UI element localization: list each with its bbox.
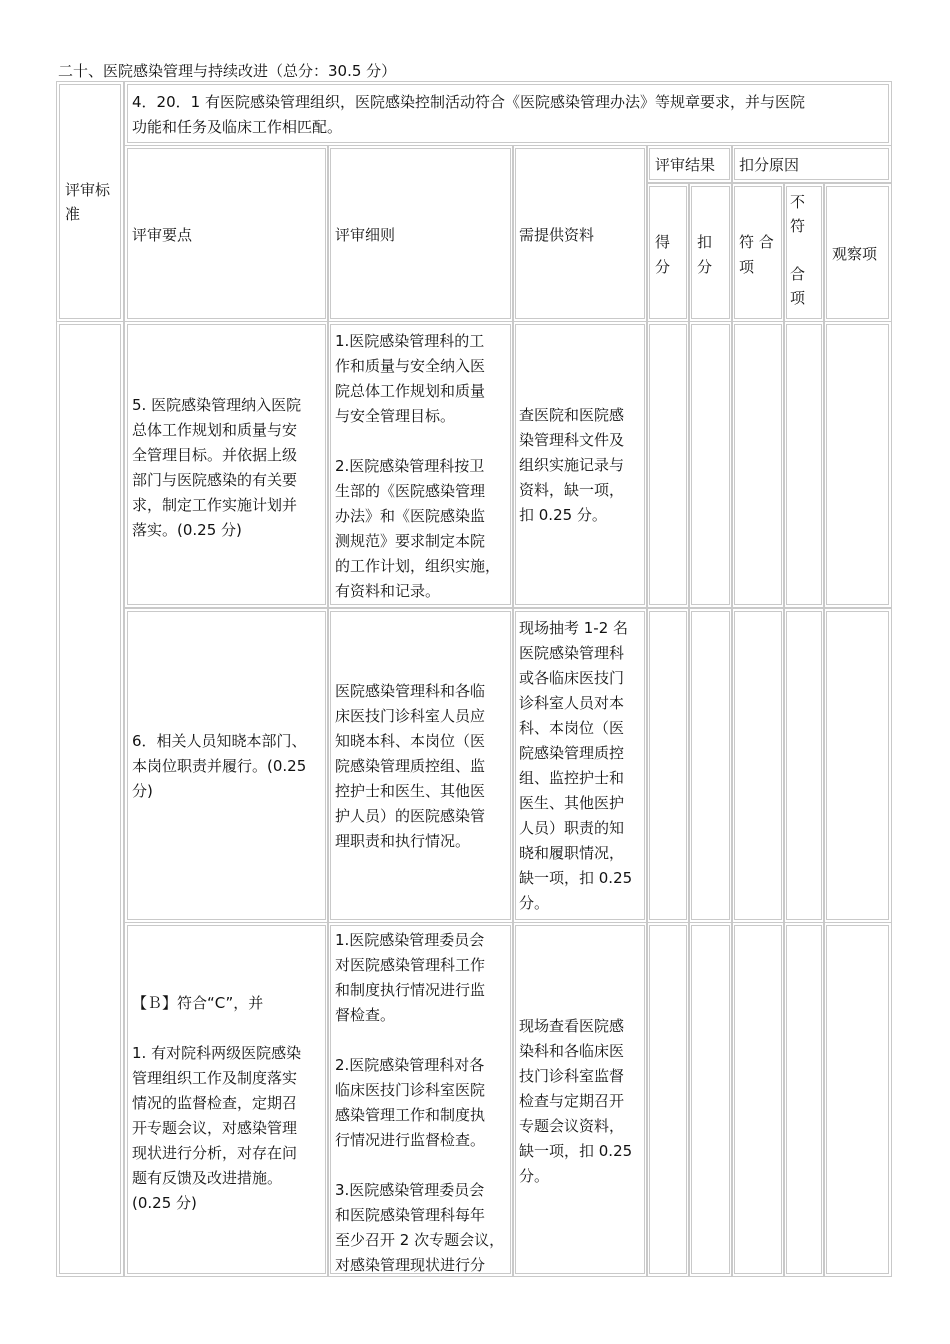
row-2-materials: 现场抽考 1-2 名 医院感染管理科 或各临床医技门 诊科室人员对本 科、本岗位（医 院感染管理质控 组、监控护士和 医生、其他医护 人员）职责的知 晓和履职情况， 缺一项，扣 0.25 分。 (519, 619, 633, 912)
row-1-noncompliant-cell[interactable] (786, 324, 822, 605)
row-1-key-point: 5. 医院感染管理纳入医院 总体工作规划和质量与安 全管理目标。并依据上级 部门与医院感染的有关要 求，制定工作实施计划并 落实。(0.25 分) (132, 396, 302, 539)
header-noncompliant: 不 符 合 项 (790, 193, 806, 307)
row-1-deduct-cell[interactable] (691, 324, 730, 605)
row-3-observe-cell[interactable] (826, 925, 889, 1274)
row-1-materials: 查医院和医院感 染管理科文件及 组织实施记录与 资料，缺一项， 扣 0.25 分。 (519, 406, 625, 524)
row-3-deduct-cell[interactable] (691, 925, 730, 1274)
header-result: 评审结果 (655, 156, 716, 174)
header-materials: 需提供资料 (519, 226, 595, 244)
row-3-materials: 现场查看医院感 染科和各临床医 技门诊科室监督 检查与定期召开 专题会议资料， 缺一项，扣 0.25 分。 (519, 1017, 633, 1185)
row-2-key-point: 6．相关人员知晓本部门、 本岗位职责并履行。(0.25 分) (132, 732, 307, 800)
header-score: 得 分 (655, 233, 671, 276)
header-deduct: 扣 分 (697, 233, 713, 276)
row-3-key-point: 【Ｂ】符合“C”，并 1. 有对院科两级医院感染 管理组织工作及制度落实 情况的监督检查，定期召 开专题会议，对感染管理 现状进行分析，对存在问 题有反馈及改进措施。 (0.25 分) (132, 994, 302, 1212)
section-title: 二十、医院感染管理与持续改进（总分：30.5 分） (58, 62, 397, 80)
header-observe: 观察项 (832, 245, 878, 263)
row-1-observe-cell[interactable] (826, 324, 889, 605)
row-3-noncompliant-cell[interactable] (786, 925, 822, 1274)
row-2-score-cell[interactable] (649, 611, 687, 920)
row-3-rules: 1.医院感染管理委员会 对医院感染管理科工作 和制度执行情况进行监 督检查。 2.医院感染管理科对各 临床医技门诊科室医院 感染管理工作和制度执 行情况进行监督检查。 3.医院感染管理委员会 和医院感染管理科每年 至少召开 2 次专题会议， 对感染管理现状进行分 (335, 931, 505, 1274)
header-rules: 评审细则 (335, 226, 396, 244)
standard-label: 评审标准 (65, 181, 111, 223)
row-2-rules: 医院感染管理科和各临 床医技门诊科室人员应 知晓本科、本岗位（医 院感染管理质控组、监 控护士和医生、其他医 护人员）的医院感染管 理职责和执行情况。 (335, 682, 486, 850)
row-2-noncompliant-cell[interactable] (786, 611, 822, 920)
row-2-deduct-cell[interactable] (691, 611, 730, 920)
header-compliant: 符 合 项 (739, 233, 774, 276)
row-1-score-cell[interactable] (649, 324, 687, 605)
header-deduct-reason: 扣分原因 (739, 156, 800, 174)
standard-text: 4．20．1 有医院感染管理组织，医院感染控制活动符合《医院感染管理办法》等规章要求，并与医院 功能和任务及临床工作相匹配。 (132, 93, 805, 136)
row-3-compliant-cell[interactable] (734, 925, 782, 1274)
review-table (57, 82, 891, 1276)
row-3-score-cell[interactable] (649, 925, 687, 1274)
row-2-compliant-cell[interactable] (734, 611, 782, 920)
header-key-points: 评审要点 (132, 226, 193, 244)
row-2-observe-cell[interactable] (826, 611, 889, 920)
row-1-rules: 1.医院感染管理科的工 作和质量与安全纳入医 院总体工作规划和质量 与安全管理目标。 2.医院感染管理科按卫 生部的《医院感染管理 办法》和《医院感染监 测规范》要求制定本院 的工作计划，组织实施， 有资料和记录。 (335, 332, 501, 600)
row-1-compliant-cell[interactable] (734, 324, 782, 605)
standard-body-cell (59, 324, 121, 1274)
